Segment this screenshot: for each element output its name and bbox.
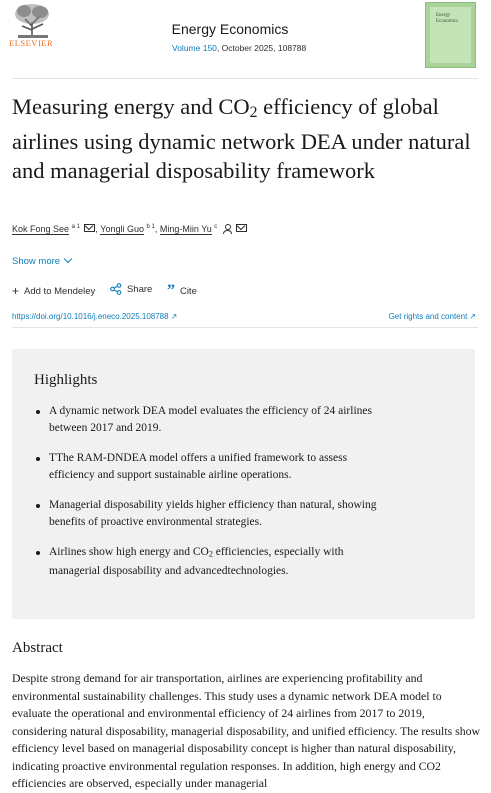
external-link-icon: ↗ <box>170 312 178 321</box>
author-affiliation[interactable]: c <box>214 224 218 230</box>
author-list: Kok Fong See $^{a 1}$ , Yongli Guo $^{b 1}$, Ming-Miin Yu $^c$ <box>12 224 247 234</box>
cite-button[interactable] <box>166 282 197 299</box>
highlights-heading: Highlights <box>34 372 98 388</box>
highlight-text: efficiencies, especially with managerial disposability and advancedtechnologies. <box>49 546 344 577</box>
share-icon <box>110 283 122 295</box>
rights-link[interactable] <box>389 312 476 321</box>
journal-volume-info <box>172 43 362 53</box>
doi-link[interactable] <box>12 312 177 321</box>
chevron-down-icon <box>64 255 72 263</box>
abstract-heading: Abstract <box>12 640 63 656</box>
highlight-subscript: 2 <box>208 549 213 559</box>
external-link-icon: ↗ <box>469 312 476 321</box>
author-link[interactable]: Kok Fong See <box>12 224 70 234</box>
highlight-text: Airlines show high energy and CO <box>49 546 209 558</box>
tree-icon <box>10 2 56 40</box>
plus-icon: + <box>12 284 20 298</box>
article-title <box>12 92 478 185</box>
mail-icon[interactable] <box>236 224 247 232</box>
highlight-item: Managerial disposability yields higher efficiency than natural, showing benefits of proactive environmental strategies. <box>34 497 384 531</box>
author-link[interactable]: Ming-Miin Yu <box>159 224 212 234</box>
author-affiliation[interactable]: b 1 <box>146 224 155 230</box>
show-more-label: Show more <box>12 256 61 267</box>
author-link[interactable]: Yongli Guo <box>100 224 144 234</box>
highlight-item: A dynamic network DEA model evaluates the efficiency of 24 airlines between 2017 and 2019. <box>34 403 384 437</box>
highlight-item: TThe RAM-DNDEA model offers a unified framework to assess efficiency and support sustainable airline operations. <box>34 450 384 484</box>
share-button[interactable] <box>110 283 152 295</box>
rights-text: Get rights and content <box>388 312 468 321</box>
publisher-wordmark: ELSEVIER <box>9 38 54 48</box>
cite-label: Cite <box>179 285 197 297</box>
title-subscript: 2 <box>249 104 258 122</box>
journal-header <box>0 0 491 82</box>
mail-icon[interactable] <box>84 224 95 232</box>
add-mendeley-button[interactable] <box>12 284 95 298</box>
highlights-box <box>12 349 475 619</box>
author-affiliation[interactable]: a 1 <box>71 224 80 230</box>
header-divider <box>12 78 478 79</box>
section-divider <box>12 327 478 328</box>
show-more-button[interactable] <box>12 256 71 267</box>
volume-link[interactable]: Volume 150 <box>172 43 217 53</box>
highlight-item <box>34 544 384 580</box>
journal-cover-image[interactable] <box>425 2 476 68</box>
article-actions <box>12 283 209 298</box>
title-part2: efficiency of global airlines using dynamic network DEA under natural and managerial disposability framework <box>12 94 471 184</box>
title-part1: Measuring energy and CO <box>12 94 250 119</box>
journal-title-link[interactable]: Energy Economics <box>171 21 289 37</box>
issue-date: , October 2025, 108788 <box>216 43 307 53</box>
cover-panel <box>430 7 471 63</box>
quote-icon: ” <box>166 282 175 299</box>
highlights-list <box>34 403 384 593</box>
cover-title: Energy Economics <box>436 13 459 24</box>
share-label: Share <box>126 283 153 295</box>
abstract-text: Despite strong demand for air transportation, airlines are experiencing profitability and environmental sustainability challenges. This study uses a dynamic network DEA model to evaluate the operational and environmental efficiency of 24 airlines from 2017 to 2019, considering natural disposability, managerial disposability, and unified efficiency. The results show efficiency level based on managerial disposability concept is higher than natural disposability, indicating proactive environmental regulation responses. In addition, high energy and CO2 efficiencies are observed, especially under managerial <box>12 671 481 790</box>
doi-text: https://doi.org/10.1016/j.eneco.2025.108788 <box>12 312 169 321</box>
add-mendeley-label: Add to Mendeley <box>24 285 96 297</box>
person-icon[interactable] <box>223 224 232 233</box>
